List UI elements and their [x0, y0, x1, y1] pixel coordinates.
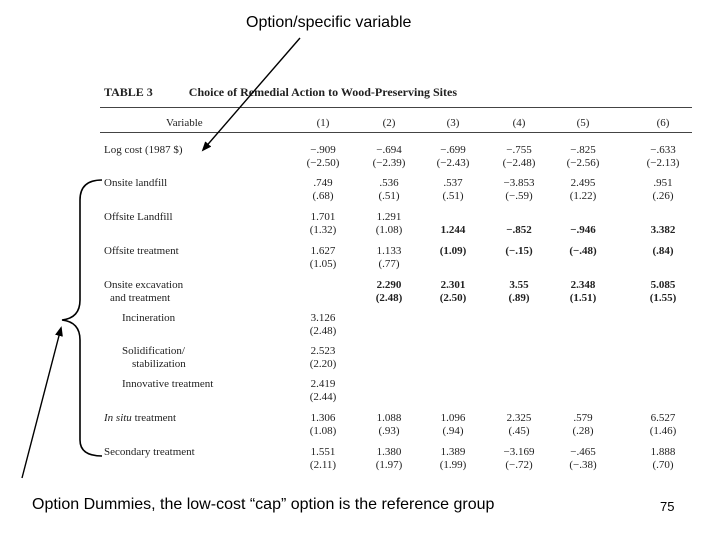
- table-cell: (.45): [508, 425, 530, 437]
- table-cell: (.89): [508, 292, 530, 304]
- table-cell: 2.301: [440, 279, 466, 291]
- table-cell: (−.59): [505, 190, 533, 202]
- table-cell: −3.169: [503, 446, 535, 458]
- table-cell: (.93): [378, 425, 400, 437]
- table-cell: .536: [379, 177, 399, 189]
- table-cell: 1.133: [376, 245, 402, 257]
- table-cell: (.77): [378, 258, 400, 270]
- table-cell: 1.306: [310, 412, 336, 424]
- table-cell: 2.290: [376, 279, 402, 291]
- column-header: (6): [656, 117, 670, 129]
- table-cell: 1.627: [310, 245, 336, 257]
- column-header: (2): [382, 117, 396, 129]
- table-cell: (−.38): [569, 459, 597, 471]
- table-cell: (2.20): [309, 358, 337, 370]
- table-number: TABLE 3: [104, 85, 153, 99]
- table-cell: (1.46): [649, 425, 677, 437]
- table-cell: (1.22): [569, 190, 597, 202]
- table-cell: (−2.43): [436, 157, 470, 169]
- row-label-solidification: Solidification/: [122, 345, 185, 357]
- table-cell: −.694: [376, 144, 402, 156]
- table-cell: (2.50): [439, 292, 467, 304]
- table-cell: −.946: [570, 224, 596, 236]
- in-situ-rest: treatment: [131, 412, 177, 424]
- table-cell: (.68): [312, 190, 334, 202]
- table-cell: (.84): [652, 245, 674, 257]
- table-cell: 1.389: [440, 446, 466, 458]
- table-cell: 1.244: [440, 224, 466, 236]
- row-label-innovative: Innovative treatment: [122, 378, 214, 390]
- table-cell: −.852: [506, 224, 532, 236]
- column-header: (5): [576, 117, 590, 129]
- table-cell: (1.55): [649, 292, 677, 304]
- table-cell: (−.15): [505, 245, 533, 257]
- table-cell: (.51): [442, 190, 464, 202]
- table-cell: (1.08): [375, 224, 403, 236]
- row-label-secondary: Secondary treatment: [104, 446, 195, 458]
- option-specific-variable-caption: Option/specific variable: [246, 14, 412, 31]
- table-cell: 1.551: [310, 446, 336, 458]
- row-label-log-cost: Log cost (1987 $): [104, 144, 183, 156]
- table-cell: (1.08): [309, 425, 337, 437]
- table-cell: (2.11): [309, 459, 337, 471]
- row-label-onsite-excavation-cont: and treatment: [110, 292, 171, 304]
- table-cell: −.825: [570, 144, 596, 156]
- row-label-offsite-treatment: Offsite treatment: [104, 245, 179, 257]
- table-cell: (.70): [652, 459, 674, 471]
- table-cell: 2.523: [310, 345, 336, 357]
- table-cell: −3.853: [503, 177, 535, 189]
- arrow-to-dummies: [22, 328, 61, 478]
- table-cell: (−.72): [505, 459, 533, 471]
- table-cell: 2.325: [506, 412, 532, 424]
- row-label-offsite-landfill: Offsite Landfill: [104, 211, 173, 223]
- in-situ-italic: In situ: [104, 412, 132, 424]
- option-dummies-caption: Option Dummies, the low-cost “cap” option is the reference group: [32, 496, 495, 513]
- table-cell: (1.97): [375, 459, 403, 471]
- table-cell: (2.48): [309, 325, 337, 337]
- table-cell: 1.291: [376, 211, 402, 223]
- table-cell: (−2.48): [502, 157, 536, 169]
- row-label-stabilization: stabilization: [132, 358, 186, 370]
- table-cell: 2.348: [570, 279, 596, 291]
- table-cell: −.633: [650, 144, 676, 156]
- table-cell: .749: [313, 177, 333, 189]
- table-cell: 3.126: [310, 312, 336, 324]
- row-label-incineration: Incineration: [122, 312, 176, 324]
- table-cell: (2.48): [375, 292, 403, 304]
- table-cell: 1.701: [310, 211, 336, 223]
- table-cell: (2.44): [309, 391, 337, 403]
- table-cell: (.51): [378, 190, 400, 202]
- table-cell: 3.55: [509, 279, 529, 291]
- curly-brace: [62, 180, 102, 456]
- table-cell: .579: [573, 412, 593, 424]
- table-cell: (1.51): [569, 292, 597, 304]
- table-cell: −.699: [440, 144, 466, 156]
- column-header: (4): [512, 117, 526, 129]
- variable-header: Variable: [166, 117, 203, 129]
- table-cell: (−2.56): [566, 157, 600, 169]
- slide-number: 75: [660, 499, 675, 514]
- table-cell: 5.085: [650, 279, 676, 291]
- table-cell: (.26): [652, 190, 674, 202]
- table-cell: 2.495: [570, 177, 596, 189]
- table-cell: 1.088: [376, 412, 402, 424]
- arrow-to-log-cost: [203, 38, 300, 150]
- table-cell: (−2.39): [372, 157, 406, 169]
- table-cell: (−2.50): [306, 157, 340, 169]
- table-cell: 3.382: [650, 224, 676, 236]
- table-cell: 2.419: [310, 378, 336, 390]
- table-cell: (−.48): [569, 245, 597, 257]
- row-label-onsite-landfill: Onsite landfill: [104, 177, 168, 189]
- table-cell: −.465: [570, 446, 596, 458]
- table-cell: (1.09): [439, 245, 467, 257]
- table-cell: (1.32): [309, 224, 337, 236]
- column-header: (1): [316, 117, 330, 129]
- table-cell: 1.096: [440, 412, 466, 424]
- column-header: (3): [446, 117, 460, 129]
- table-cell: (1.99): [439, 459, 467, 471]
- table-cell: .951: [653, 177, 673, 189]
- table-cell: 1.380: [376, 446, 402, 458]
- table-cell: (.28): [572, 425, 594, 437]
- table-cell: (−2.13): [646, 157, 680, 169]
- row-label-onsite-excavation: Onsite excavation: [104, 279, 184, 291]
- table-caption: Choice of Remedial Action to Wood-Preserving Sites: [188, 85, 457, 99]
- table-cell: 1.888: [650, 446, 676, 458]
- table-cell: .537: [443, 177, 463, 189]
- table-cell: −.755: [506, 144, 532, 156]
- table-cell: (1.05): [309, 258, 337, 270]
- table-cell: (.94): [442, 425, 464, 437]
- table-cell: 6.527: [650, 412, 676, 424]
- table-cell: −.909: [310, 144, 336, 156]
